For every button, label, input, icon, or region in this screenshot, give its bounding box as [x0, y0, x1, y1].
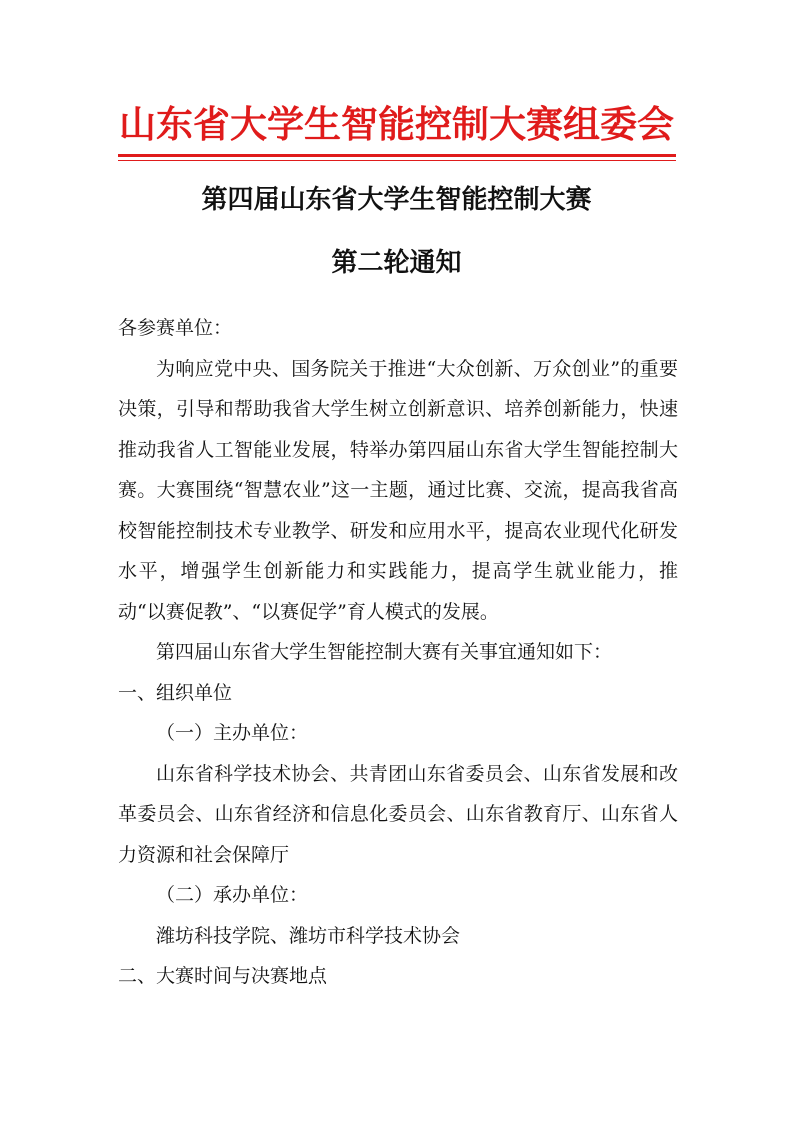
org-header-title: 山东省大学生智能控制大赛组委会 [119, 103, 674, 146]
header-divider-thick [118, 154, 676, 157]
notice-line: 第四届山东省大学生智能控制大赛有关事宜通知如下： [156, 641, 613, 663]
section2-heading: 二、大赛时间与决赛地点 [118, 965, 328, 987]
sub2-content: 潍坊科技学院、潍坊市科学技术协会 [156, 924, 461, 947]
sub1-content: 山东省科学技术协会、共青团山东省委员会、山东省发展和改革委员会、山东省经济和信息化委员会、山东省教育厅、山东省人力资源和社会保障厅 [118, 762, 678, 866]
document-title: 第四届山东省大学生智能控制大赛 [201, 185, 592, 215]
header-divider-thin [118, 160, 676, 161]
document-body [118, 308, 678, 997]
section1-heading: 一、组织单位 [118, 681, 233, 704]
document-subtitle: 第二轮通知 [331, 248, 462, 278]
intro-paragraph: 为响应党中央、国务院关于推进“大众创新、万众创业”的重要决策，引导和帮助我省大学生树立创新意识、培养创新能力，快速推动我省人工智能业发展，特举办第四届山东省大学生智能控制大赛。大赛围绕“智慧农业”这一主题，通过比赛、交流，提高我省高校智能控制技术专业教学、研发和应用水平，提高农业现代化研发水平，增强学生创新能力和实践能力，提高学生就业能力，推动“以赛促教”、“以赛促学”育人模式的发展。 [118, 357, 678, 623]
sub2-heading: （二）承办单位： [156, 884, 309, 906]
sub1-heading: （一）主办单位： [156, 722, 309, 744]
salutation: 各参赛单位： [118, 317, 233, 339]
